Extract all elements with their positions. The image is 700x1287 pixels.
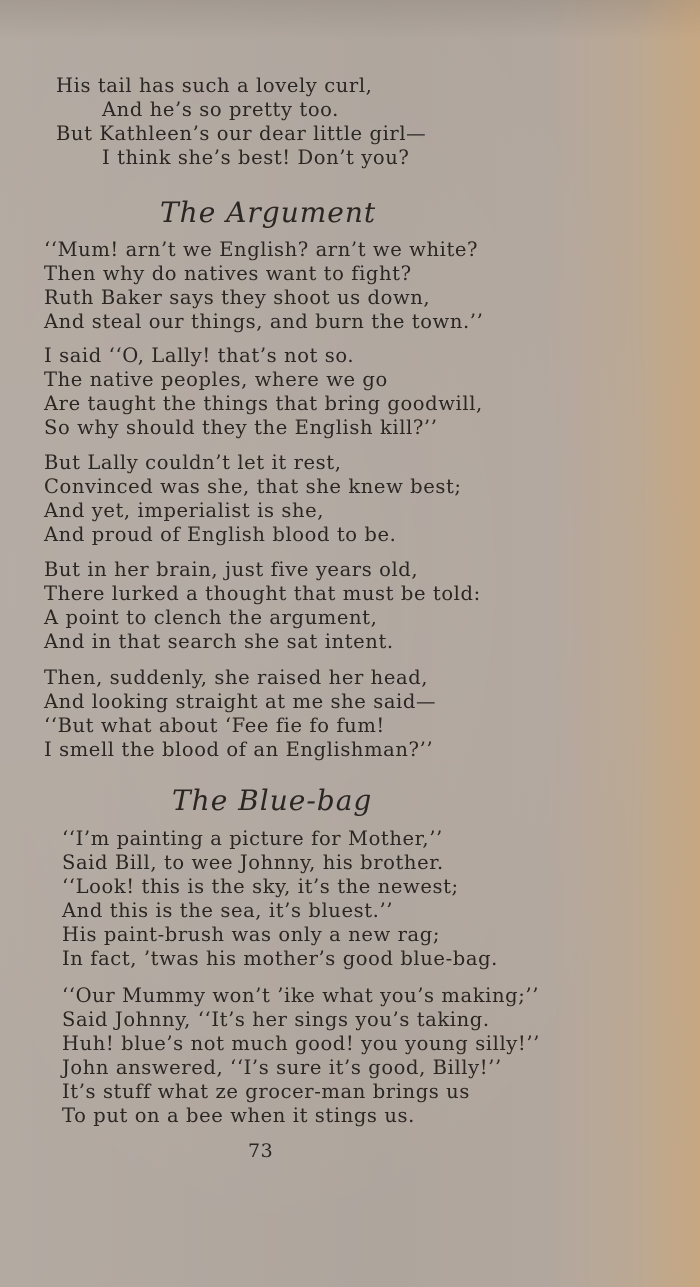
poem-line: Are taught the things that bring goodwill,	[44, 392, 483, 415]
poem-line: ‘‘Look! this is the sky, it’s the newest;	[62, 875, 459, 898]
poem-line: And proud of English blood to be.	[44, 523, 397, 546]
poem-line: His tail has such a lovely curl,	[56, 74, 373, 97]
poem-line: His paint-brush was only a new rag;	[62, 923, 440, 946]
poem-line: And he’s so pretty too.	[102, 98, 339, 121]
poem-line: Then why do natives want to fight?	[44, 262, 412, 285]
poem-line: And yet, imperialist is she,	[44, 499, 325, 522]
poem-line: Said Johnny, ‘‘It’s her sings you’s taking.	[62, 1008, 490, 1031]
poem-line: But Lally couldn’t let it rest,	[44, 451, 342, 474]
poem-title-blue-bag: The Blue-bag	[172, 784, 373, 817]
poem-line: But in her brain, just five years old,	[44, 558, 419, 581]
poem-line: I smell the blood of an Englishman?’’	[44, 738, 434, 761]
page-number: 73	[248, 1140, 274, 1162]
poem-line: A point to clench the argument,	[44, 606, 378, 629]
poem-line: ‘‘I’m painting a picture for Mother,’’	[62, 827, 443, 850]
poem-title-argument: The Argument	[160, 196, 377, 229]
poem-line: I said ‘‘O, Lally! that’s not so.	[44, 344, 355, 367]
poem-line: There lurked a thought that must be told:	[44, 582, 481, 605]
poem-line: Huh! blue’s not much good! you young silly!’’	[62, 1032, 540, 1055]
poem-line: ‘‘Mum! arn’t we English? arn’t we white?	[44, 238, 479, 261]
poem-line: John answered, ‘‘I’s sure it’s good, Billy!’’	[62, 1056, 502, 1079]
poem-line: ‘‘But what about ‘Fee fie fo fum!	[44, 714, 385, 737]
poem-line: Said Bill, to wee Johnny, his brother.	[62, 851, 444, 874]
poem-line: I think she’s best! Don’t you?	[102, 146, 410, 169]
poem-line: And steal our things, and burn the town.’’	[44, 310, 484, 333]
poem-line: It’s stuff what ze grocer-man brings us	[62, 1080, 470, 1103]
poem-line: Then, suddenly, she raised her head,	[44, 666, 429, 689]
page-edge-discoloration	[640, 0, 700, 1287]
poem-line: And looking straight at me she said—	[44, 690, 437, 713]
poem-line: Convinced was she, that she knew best;	[44, 475, 462, 498]
poem-line: But Kathleen’s our dear little girl—	[56, 122, 427, 145]
poem-line: Ruth Baker says they shoot us down,	[44, 286, 431, 309]
poem-line: The native peoples, where we go	[44, 368, 388, 391]
poem-line: ‘‘Our Mummy won’t ’ike what you’s making;’’	[62, 984, 540, 1007]
poem-line: And this is the sea, it’s bluest.’’	[62, 899, 394, 922]
poem-line: To put on a bee when it stings us.	[62, 1104, 415, 1127]
poem-line: In fact, ’twas his mother’s good blue-bag.	[62, 947, 498, 970]
poem-line: And in that search she sat intent.	[44, 630, 394, 653]
page-top-shadow	[0, 0, 700, 40]
poem-line: So why should they the English kill?’’	[44, 416, 438, 439]
